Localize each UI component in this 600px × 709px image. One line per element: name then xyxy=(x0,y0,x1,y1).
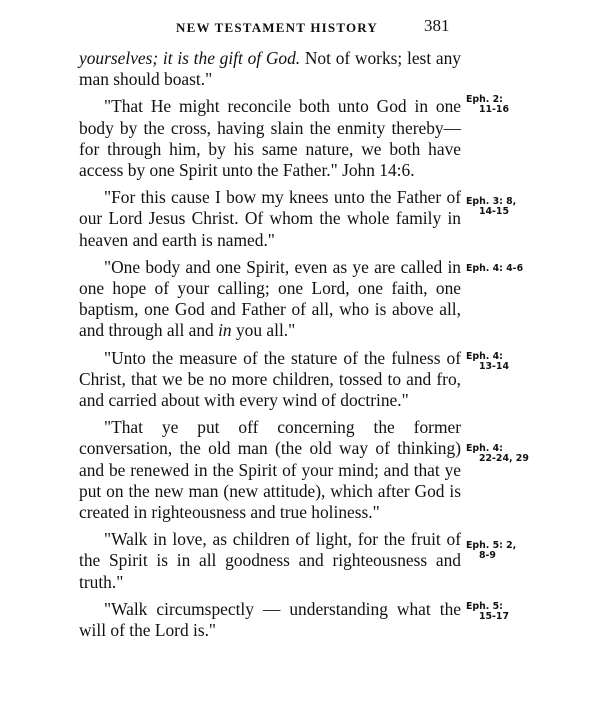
margin-ref xyxy=(466,264,523,274)
margin-ref-line1: Eph. 4: xyxy=(466,443,503,454)
italic-lead: yourselves; it is the gift of God. xyxy=(79,48,301,68)
margin-ref-line2: 15-17 xyxy=(479,611,509,622)
body-text xyxy=(79,48,461,647)
margin-ref xyxy=(466,95,509,115)
margin-ref xyxy=(466,352,509,372)
paragraph-eph-4-a xyxy=(79,257,461,342)
margin-ref-line2: 8-9 xyxy=(479,550,496,561)
paragraph-text: "For this cause I bow my knees unto the Father of our Lord Jesus Christ. Of whom the whole family in heaven and earth is named." xyxy=(79,187,461,250)
margin-ref-line1: Eph. 5: xyxy=(466,601,503,612)
margin-ref-line1: Eph. 4: 4-6 xyxy=(466,263,524,274)
margin-references xyxy=(466,0,596,709)
margin-ref-line2: 13-14 xyxy=(479,361,509,372)
paragraph-continuation xyxy=(79,48,461,90)
paragraph-eph-2 xyxy=(79,96,461,181)
paragraph-text: Not of works; lest any man should boast." xyxy=(79,48,461,90)
margin-ref-line2: 11-16 xyxy=(479,104,509,115)
margin-ref xyxy=(466,541,516,561)
margin-ref-line1: Eph. 4: xyxy=(466,351,503,362)
paragraph-text: "That He might reconcile both unto God in one body by the cross, having slain the enmity thereby—for through him, by his same nature, we both have access by one Spirit unto the Father." John 14:6. xyxy=(79,96,461,181)
paragraph-text-end: you all." xyxy=(231,320,296,341)
paragraph-text: "Walk in love, as children of light, for the fruit of the Spirit is in all goodness and righteousness and truth." xyxy=(79,529,461,592)
margin-ref xyxy=(466,197,516,217)
page-number: 381 xyxy=(424,16,450,35)
italic-word: in xyxy=(218,320,232,341)
margin-ref-line2: 14-15 xyxy=(479,206,509,217)
paragraph-eph-3 xyxy=(79,187,461,251)
paragraph-text: "That ye put off concerning the former conversation, the old man (the old way of thinking) and be renewed in the Spirit of your mind; and that ye put on the new man (new attitude), which after God is created in righteousness and true holiness." xyxy=(79,417,461,523)
margin-ref xyxy=(466,602,509,622)
paragraph-eph-5-a xyxy=(79,529,461,593)
paragraph-text: "One body and one Spirit, even as ye are called in one hope of your calling; one Lord, one faith, one baptism, one God and Father of all, who is above all, and through all and xyxy=(79,256,461,341)
margin-ref-line1: Eph. 3: 8, xyxy=(466,196,517,207)
paragraph-eph-5-b xyxy=(79,599,461,641)
margin-ref-line1: Eph. 5: 2, xyxy=(466,540,517,551)
margin-ref xyxy=(466,444,529,464)
margin-ref-line2: 22-24, 29 xyxy=(479,453,529,464)
paragraph-text: "Walk circumspectly — understanding what the will of the Lord is." xyxy=(79,598,461,641)
paragraph-text: "Unto the measure of the stature of the fulness of Christ, that we be no more children, tossed to and fro, and carried about with every wind of doctrine." xyxy=(79,347,461,411)
paragraph-eph-4-c xyxy=(79,417,461,523)
paragraph-eph-4-b xyxy=(79,348,461,412)
running-title: NEW TESTAMENT HISTORY xyxy=(176,20,378,35)
margin-ref-line1: Eph. 2: xyxy=(466,94,503,105)
